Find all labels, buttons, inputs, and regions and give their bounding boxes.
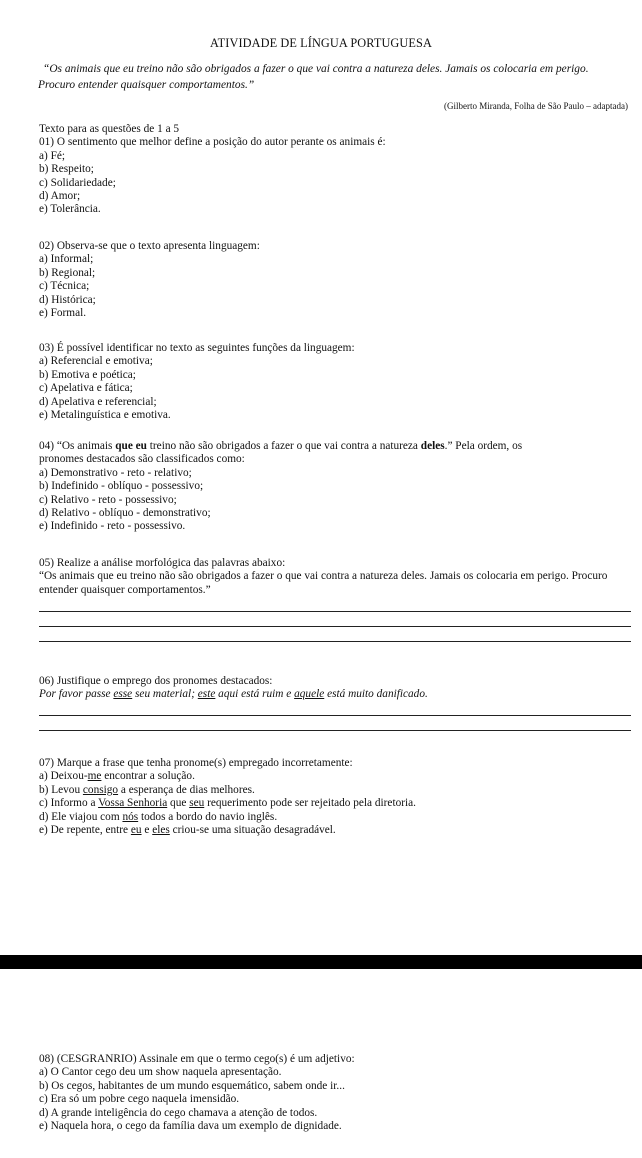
option-b[interactable]: b) Regional;	[39, 266, 96, 279]
sentence-part: Por favor passe	[39, 688, 114, 701]
sentence-part: seu material;	[132, 688, 198, 701]
stem-part: 04) “Os animais	[39, 440, 116, 452]
option-c[interactable]: c) Solidariedade;	[39, 176, 116, 189]
option-text: todos a bordo do navio inglês.	[138, 810, 278, 823]
option-d[interactable]	[39, 811, 631, 824]
option-d[interactable]: d) Histórica;	[39, 293, 96, 306]
question-2	[39, 240, 631, 320]
answer-line[interactable]	[39, 715, 631, 716]
option-d[interactable]: d) Amor;	[39, 190, 81, 203]
pronoun-esse: esse	[113, 688, 133, 701]
page-separator-bar	[0, 955, 642, 969]
option-e[interactable]: e) Naquela hora, o cego da família dava um exemplo de dignidade.	[39, 1120, 342, 1133]
highlighted-pronoun: deles	[420, 440, 445, 452]
option-b[interactable]: b) Respeito;	[39, 163, 94, 176]
option-a[interactable]: a) Fé;	[39, 149, 66, 162]
question-stem: 02) Observa-se que o texto apresenta linguagem:	[39, 240, 260, 252]
option-text: b) Levou	[39, 783, 83, 796]
option-a[interactable]: a) Demonstrativo - reto - relativo;	[39, 466, 192, 479]
option-text: d) Ele viajou com	[39, 810, 123, 823]
highlighted-pronouns: que eu	[115, 440, 147, 452]
option-a[interactable]: a) Referencial e emotiva;	[39, 355, 153, 368]
stem-part: .” Pela ordem, os	[444, 440, 523, 452]
answer-line[interactable]	[39, 626, 631, 627]
option-text: e) De repente, entre	[39, 824, 131, 837]
option-e[interactable]: e) Tolerância.	[39, 203, 101, 216]
option-d[interactable]: d) Relativo - oblíquo - demonstrativo;	[39, 507, 211, 520]
page-title: ATIVIDADE DE LÍNGUA PORTUGUESA	[210, 36, 432, 50]
question-4	[39, 440, 631, 534]
underlined-pronoun: seu	[189, 797, 205, 810]
option-b[interactable]: b) Indefinido - oblíquo - possessivo;	[39, 480, 204, 493]
option-text: que	[167, 797, 190, 810]
underlined-pronoun: eu	[130, 824, 142, 837]
intro-text: Texto para as questões de 1 a 5	[39, 123, 180, 135]
underlined-pronoun: me	[87, 770, 102, 783]
option-c[interactable]: c) Apelativa e fática;	[39, 382, 133, 395]
epigraph-quote: “Os animais que eu treino não são obrigados a fazer o que vai contra a natureza deles. Jamais os colocaria em perigo. Procuro entender quaisquer comportamentos.”	[38, 63, 589, 91]
question-stem: 07) Marque a frase que tenha pronome(s) empregado incorretamente:	[39, 757, 353, 769]
question-stem: 06) Justifique o emprego dos pronomes destacados:	[39, 675, 273, 687]
sentence-part: aqui está ruim e	[215, 688, 295, 701]
answer-line[interactable]	[39, 611, 631, 612]
underlined-pronoun: consigo	[82, 783, 119, 796]
question-stem-line-2: pronomes destacados são classificados como:	[39, 453, 245, 466]
option-e[interactable]: e) Formal.	[39, 307, 87, 320]
answer-line[interactable]	[39, 730, 631, 731]
question-6	[39, 675, 631, 702]
option-text: e	[141, 824, 153, 837]
quote-source: (Gilberto Miranda, Folha de São Paulo – adaptada)	[444, 101, 628, 111]
option-text: encontrar a solução.	[101, 770, 195, 783]
option-a[interactable]: a) O Cantor cego deu um show naquela apresentação.	[39, 1066, 282, 1079]
option-b[interactable]: b) Os cegos, habitantes de um mundo esquemático, sabem onde ir...	[39, 1079, 345, 1092]
underlined-pronoun: nós	[122, 810, 139, 823]
option-e[interactable]	[39, 824, 631, 837]
option-c[interactable]: c) Técnica;	[39, 280, 90, 293]
option-d[interactable]: d) A grande inteligência do cego chamava a atenção de todos.	[39, 1106, 318, 1119]
option-b[interactable]: b) Emotiva e poética;	[39, 368, 136, 381]
option-e[interactable]: e) Metalinguística e emotiva.	[39, 409, 171, 422]
question-stem	[39, 440, 631, 453]
option-d[interactable]: d) Apelativa e referencial;	[39, 395, 157, 408]
question-stem: 03) É possível identificar no texto as seguintes funções da linguagem:	[39, 342, 355, 354]
underlined-pronoun: eles	[152, 824, 170, 837]
option-text: a) Deixou-	[39, 770, 88, 783]
question-stem: 05) Realize a análise morfológica das palavras abaixo:	[39, 557, 286, 569]
option-a[interactable]: a) Informal;	[39, 253, 94, 266]
option-c[interactable]: c) Relativo - reto - possessivo;	[39, 493, 177, 506]
question-stem: 01) O sentimento que melhor define a posição do autor perante os animais é:	[39, 136, 386, 149]
pronoun-aquele: aquele	[294, 688, 325, 701]
option-b[interactable]	[39, 784, 631, 797]
pronoun-este: este	[197, 688, 216, 701]
answer-line[interactable]	[39, 641, 631, 642]
option-e[interactable]: e) Indefinido - reto - possessivo.	[39, 520, 186, 533]
sentence-part: está muito danificado.	[324, 688, 428, 701]
question-5	[39, 557, 631, 597]
option-text: c) Informo a	[39, 797, 99, 810]
option-a[interactable]	[39, 770, 631, 783]
option-c[interactable]	[39, 797, 631, 810]
question-8	[39, 1053, 631, 1133]
question-1	[39, 123, 631, 217]
question-stem: 08) (CESGRANRIO) Assinale em que o termo cego(s) é um adjetivo:	[39, 1053, 355, 1065]
option-text: criou-se uma situação desagradável.	[169, 824, 336, 837]
option-c[interactable]: c) Era só um pobre cego naquela imensidão.	[39, 1093, 240, 1106]
question-text: “Os animais que eu treino não são obrigados a fazer o que vai contra a natureza deles. Jamais os colocaria em perigo. Procuro entender quaisquer comportamentos.”	[39, 570, 608, 596]
option-text: requerimento pode ser rejeitado pela diretoria.	[204, 797, 416, 810]
question-3	[39, 342, 631, 422]
example-sentence	[39, 688, 631, 701]
option-text: a esperança de dias melhores.	[118, 783, 255, 796]
stem-part: treino não são obrigados a fazer o que vai contra a natureza	[146, 440, 421, 452]
underlined-pronoun: Vossa Senhoria	[98, 797, 168, 810]
question-7	[39, 757, 631, 837]
